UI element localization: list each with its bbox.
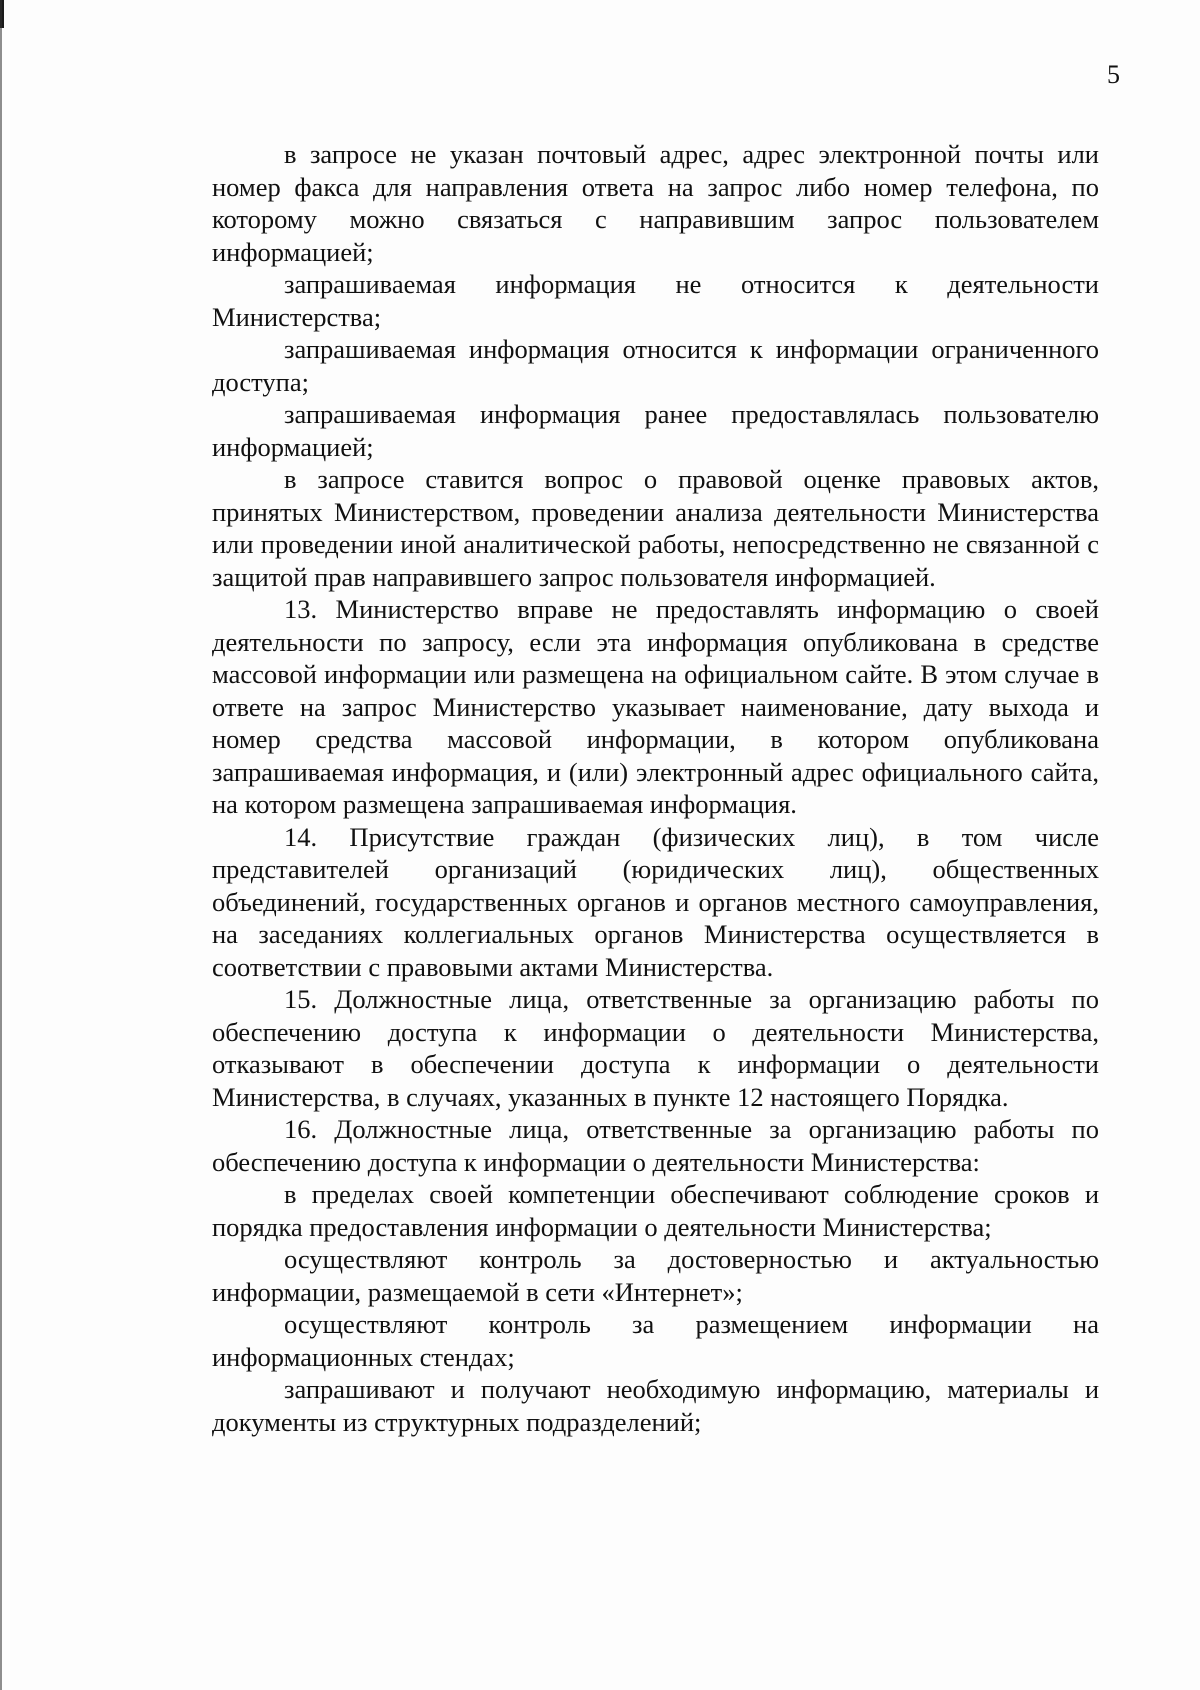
document-body [212,138,1099,1438]
paragraph: в запросе не указан почтовый адрес, адрес электронной почты или номер факса для направления ответа на запрос либо номер телефона, по которому можно связаться с направившим запрос пользователем информацией; [212,139,1099,267]
paragraph: осуществляют контроль за достоверностью и актуальностью информации, размещаемой в сети «Интернет»; [212,1244,1099,1307]
scan-edge-line [0,0,2,1690]
paragraph: запрашиваемая информация ранее предоставлялась пользователю информацией; [212,399,1099,462]
paragraph: в пределах своей компетенции обеспечивают соблюдение сроков и порядка предоставления информации о деятельности Министерства; [212,1179,1099,1242]
paragraph: запрашивают и получают необходимую информацию, материалы и документы из структурных подразделений; [212,1374,1099,1437]
paragraph: запрашиваемая информация относится к информации ограниченного доступа; [212,334,1099,397]
paragraph: осуществляют контроль за размещением информации на информационных стендах; [212,1309,1099,1372]
paragraph-13: 13. Министерство вправе не предоставлять информацию о своей деятельности по запросу, если эта информация опубликована в средстве массовой информации или размещена на официальном сайте. В этом случае в ответе на запрос Министерство указывает наименование, дату выхода и номер средства массовой информации, в котором опубликована запрашиваемая информация, и (или) электронный адрес официального сайта, на котором размещена запрашиваемая информация. [212,594,1099,819]
page-number: 5 [1107,60,1120,89]
paragraph: в запросе ставится вопрос о правовой оценке правовых актов, принятых Министерством, проведении анализа деятельности Министерства или проведении иной аналитической работы, непосредственно не связанной с защитой прав направившего запрос пользователя информацией. [212,464,1099,592]
paragraph: запрашиваемая информация не относится к деятельности Министерства; [212,269,1099,332]
paragraph-16: 16. Должностные лица, ответственные за организацию работы по обеспечению доступа к информации о деятельности Министерства: [212,1114,1099,1177]
paragraph-14: 14. Присутствие граждан (физических лиц), в том числе представителей организаций (юридических лиц), общественных объединений, государственных органов и органов местного самоуправления, на заседаниях коллегиальных органов Министерства осуществляется в соответствии с правовыми актами Министерства. [212,821,1099,982]
paragraph-15: 15. Должностные лица, ответственные за организацию работы по обеспечению доступа к информации о деятельности Министерства, отказывают в обеспечении доступа к информации о деятельности Министерства, в случаях, указанных в пункте 12 настоящего Порядка. [212,984,1099,1112]
